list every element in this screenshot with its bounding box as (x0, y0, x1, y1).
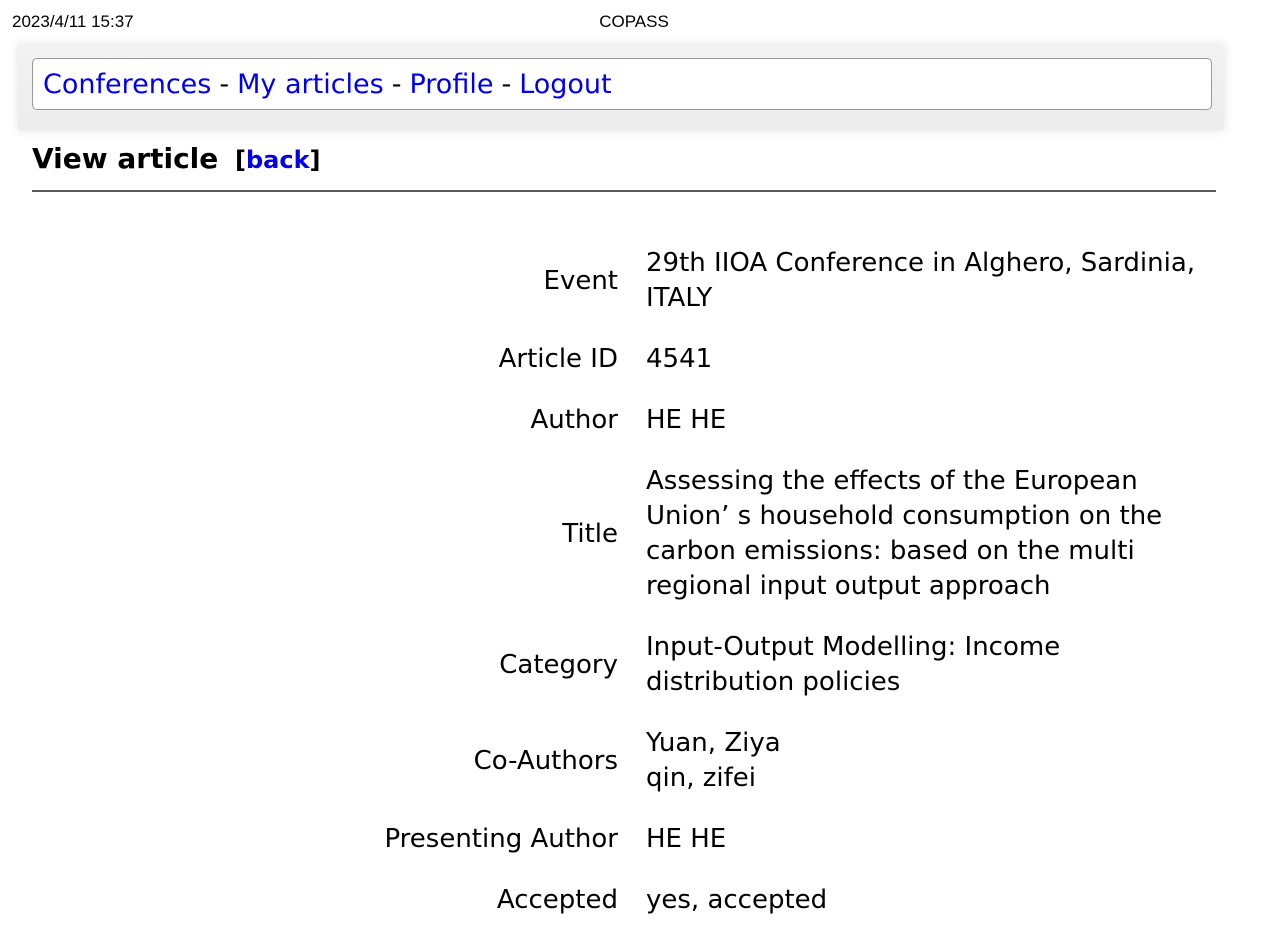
nav-conferences-link[interactable]: Conferences (43, 68, 212, 100)
co-author: qin, zifei (646, 763, 756, 793)
title-line: Union’ s household consumption on the (646, 501, 1163, 531)
back-link[interactable]: back (245, 146, 310, 174)
detail-row-category (0, 630, 1268, 700)
nav-separator: - (219, 68, 230, 100)
back-bracket-open: [ (235, 146, 246, 174)
print-header (12, 12, 1256, 32)
page-title: View article (32, 142, 219, 175)
accepted-label: Accepted (496, 885, 618, 915)
event-line: 29th IIOA Conference in Alghero, Sardinia, (646, 248, 1196, 278)
category-line: distribution policies (646, 667, 901, 697)
title-line: Assessing the effects of the European (646, 466, 1138, 496)
detail-row-co-authors (0, 726, 1268, 796)
presenting-author-value: HE HE (646, 824, 727, 854)
title-line: carbon emissions: based on the multi (646, 536, 1135, 566)
author-label: Author (530, 405, 618, 435)
print-timestamp: 2023/4/11 15:37 (12, 12, 134, 31)
nav-logout-link[interactable]: Logout (519, 68, 612, 100)
nav-profile-link[interactable]: Profile (409, 68, 494, 100)
event-line: ITALY (646, 283, 713, 313)
accepted-value: yes, accepted (646, 885, 828, 915)
nav-my-articles-link[interactable]: My articles (237, 68, 384, 100)
back-link-wrapper (235, 146, 321, 174)
title-label: Title (562, 518, 618, 549)
title-line: regional input output approach (646, 571, 1051, 601)
nav-separator: - (391, 68, 402, 100)
co-author: Yuan, Ziya (646, 728, 781, 758)
print-site-name: COPASS (599, 12, 669, 31)
nav-separator: - (501, 68, 512, 100)
article-details (0, 246, 1268, 944)
article-id-label: Article ID (498, 344, 618, 374)
detail-row-presenting-author (0, 822, 1268, 857)
co-authors-label: Co-Authors (473, 745, 618, 776)
event-value (646, 246, 1206, 316)
page-heading (32, 140, 1216, 192)
main-nav (32, 58, 1212, 110)
category-value (646, 630, 1206, 700)
event-label: Event (543, 265, 618, 296)
back-bracket-close: ] (309, 146, 321, 174)
title-value (646, 464, 1206, 604)
presenting-author-label: Presenting Author (384, 824, 618, 854)
detail-row-article-id (0, 342, 1268, 377)
article-id-value: 4541 (646, 344, 713, 374)
detail-row-event (0, 246, 1268, 316)
author-value: HE HE (646, 405, 727, 435)
detail-row-author (0, 403, 1268, 438)
category-line: Input-Output Modelling: Income (646, 632, 1061, 662)
co-authors-value (646, 726, 1206, 796)
detail-row-title (0, 464, 1268, 604)
category-label: Category (499, 649, 618, 680)
detail-row-accepted (0, 883, 1268, 918)
